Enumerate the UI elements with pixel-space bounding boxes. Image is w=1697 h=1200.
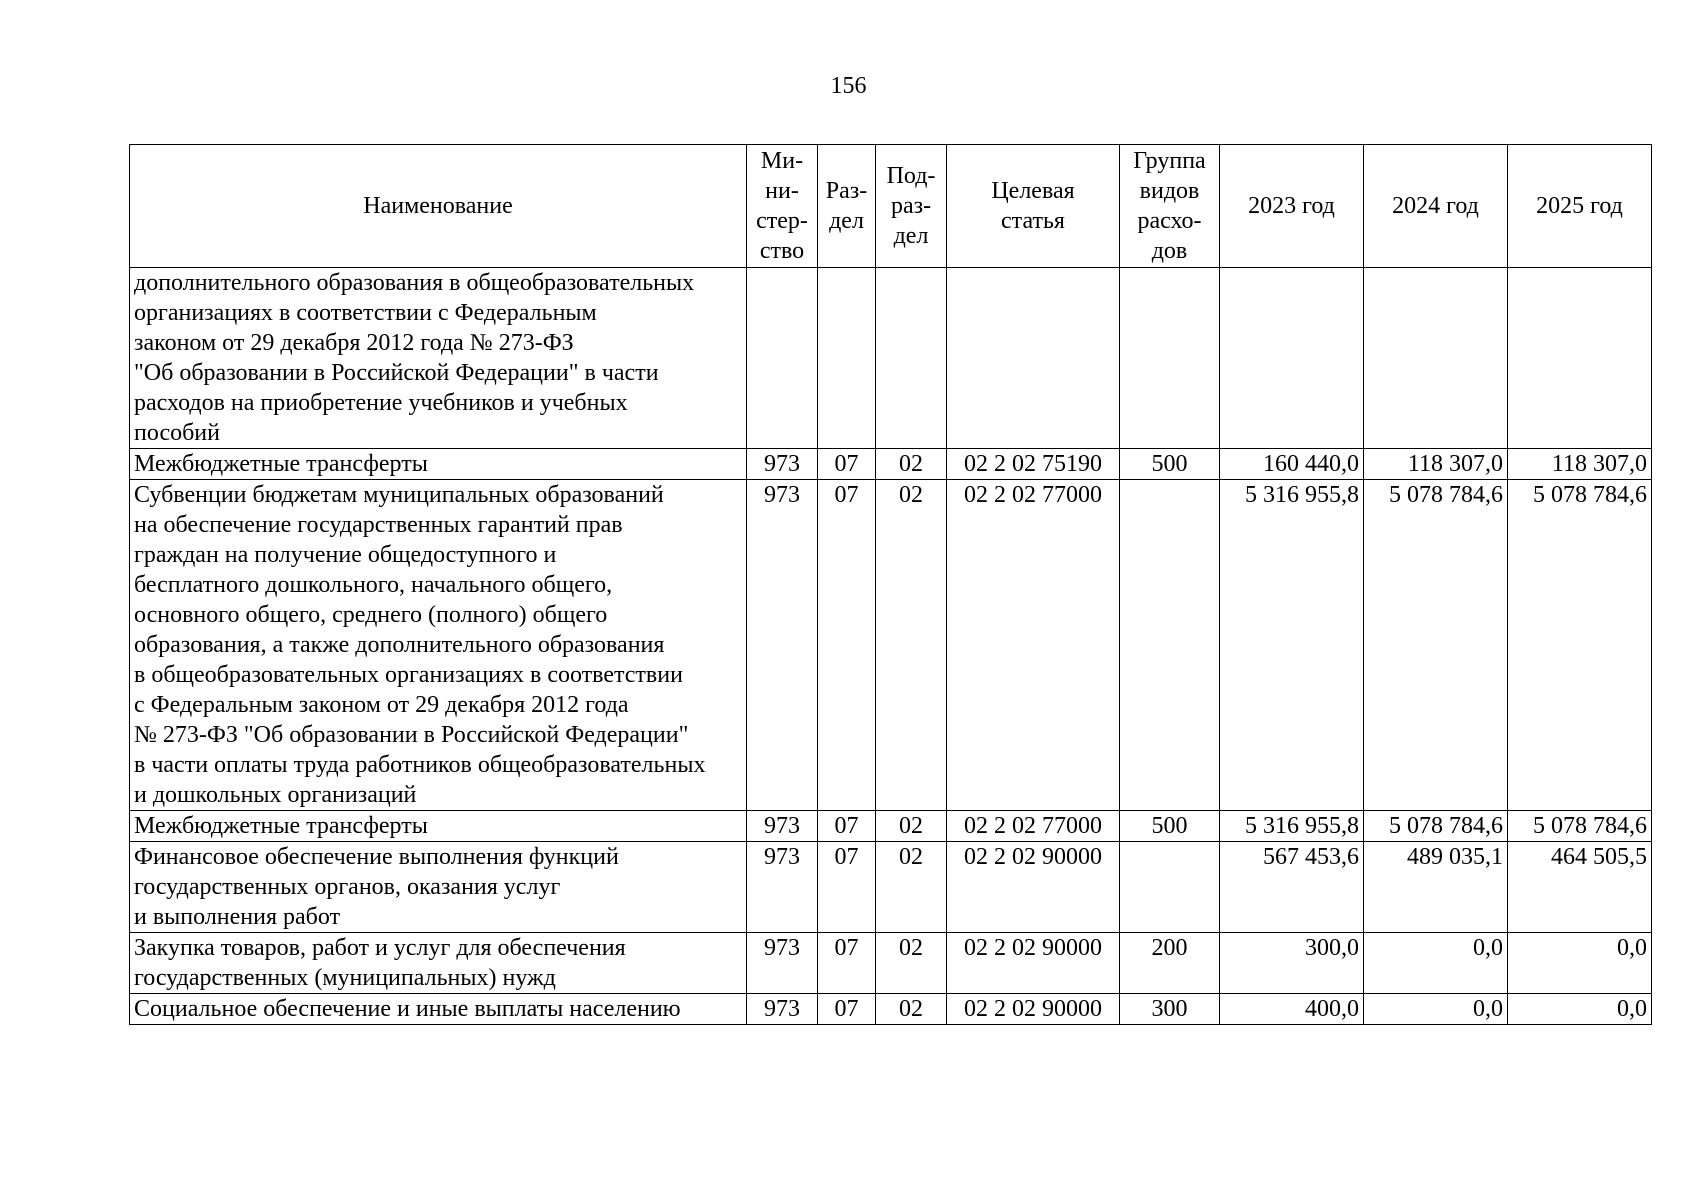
table-row bbox=[130, 933, 1652, 994]
header-group-line: дов bbox=[1151, 238, 1188, 264]
header-ministry bbox=[747, 145, 818, 268]
cell-name bbox=[130, 933, 747, 994]
cell-2025: 5 078 784,6 bbox=[1508, 811, 1652, 842]
cell-ministry: 973 bbox=[747, 842, 818, 933]
cell-ministry: 973 bbox=[747, 449, 818, 480]
cell-name-line: организациях в соответствии с Федеральным bbox=[134, 300, 597, 326]
cell-target: 02 2 02 75190 bbox=[947, 449, 1120, 480]
table-row bbox=[130, 842, 1652, 933]
cell-2023: 5 316 955,8 bbox=[1220, 811, 1364, 842]
table-row bbox=[130, 811, 1652, 842]
header-2023: 2023 год bbox=[1220, 145, 1364, 268]
cell-2024 bbox=[1364, 268, 1508, 449]
cell-name bbox=[130, 994, 747, 1025]
cell-subsection: 02 bbox=[876, 480, 947, 811]
cell-group: 500 bbox=[1120, 811, 1220, 842]
cell-2024: 0,0 bbox=[1364, 994, 1508, 1025]
cell-name-line: государственных (муниципальных) нужд bbox=[134, 965, 556, 991]
header-group-line: видов bbox=[1139, 178, 1200, 204]
page-number: 156 bbox=[830, 73, 867, 99]
cell-2025: 0,0 bbox=[1508, 933, 1652, 994]
cell-name-line: № 273-ФЗ "Об образовании в Российской Федерации" bbox=[134, 722, 689, 748]
cell-name-line: Субвенции бюджетам муниципальных образований bbox=[134, 482, 664, 508]
cell-2024: 0,0 bbox=[1364, 933, 1508, 994]
cell-2025: 5 078 784,6 bbox=[1508, 480, 1652, 811]
cell-2024: 118 307,0 bbox=[1364, 449, 1508, 480]
header-ministry-line: Ми- bbox=[760, 148, 804, 174]
header-2024: 2024 год bbox=[1364, 145, 1508, 268]
cell-group bbox=[1120, 480, 1220, 811]
cell-2023: 160 440,0 bbox=[1220, 449, 1364, 480]
table-row bbox=[130, 994, 1652, 1025]
cell-name bbox=[130, 480, 747, 811]
cell-2024: 5 078 784,6 bbox=[1364, 811, 1508, 842]
header-subsection-line: раз- bbox=[890, 193, 932, 219]
cell-name-line: Социальное обеспечение и иные выплаты населению bbox=[134, 996, 681, 1022]
cell-name bbox=[130, 811, 747, 842]
cell-target: 02 2 02 90000 bbox=[947, 994, 1120, 1025]
cell-2025: 0,0 bbox=[1508, 994, 1652, 1025]
cell-group bbox=[1120, 842, 1220, 933]
cell-name-line: на обеспечение государственных гарантий прав bbox=[134, 512, 623, 538]
cell-name-line: бесплатного дошкольного, начального общего, bbox=[134, 572, 613, 598]
cell-section: 07 bbox=[818, 811, 876, 842]
cell-target: 02 2 02 77000 bbox=[947, 480, 1120, 811]
table-body bbox=[130, 268, 1652, 1025]
cell-subsection: 02 bbox=[876, 811, 947, 842]
header-subsection-line: дел bbox=[893, 223, 929, 249]
cell-ministry: 973 bbox=[747, 480, 818, 811]
cell-name-line: и дошкольных организаций bbox=[134, 782, 417, 808]
header-target-line: статья bbox=[1001, 208, 1065, 234]
header-subsection bbox=[876, 145, 947, 268]
header-name: Наименование bbox=[130, 145, 747, 268]
cell-2025: 118 307,0 bbox=[1508, 449, 1652, 480]
header-target bbox=[947, 145, 1120, 268]
cell-section: 07 bbox=[818, 842, 876, 933]
header-ministry-line: ни- bbox=[765, 178, 799, 204]
header-group-line: Группа bbox=[1133, 148, 1206, 174]
cell-subsection: 02 bbox=[876, 449, 947, 480]
cell-2025: 464 505,5 bbox=[1508, 842, 1652, 933]
header-subsection-line: Под- bbox=[886, 163, 936, 189]
cell-name-line: законом от 29 декабря 2012 года № 273-ФЗ bbox=[134, 330, 574, 356]
cell-section: 07 bbox=[818, 933, 876, 994]
cell-target bbox=[947, 268, 1120, 449]
cell-ministry bbox=[747, 268, 818, 449]
header-2025: 2025 год bbox=[1508, 145, 1652, 268]
cell-ministry: 973 bbox=[747, 994, 818, 1025]
cell-subsection: 02 bbox=[876, 994, 947, 1025]
cell-group bbox=[1120, 268, 1220, 449]
cell-name bbox=[130, 268, 747, 449]
header-section bbox=[818, 145, 876, 268]
cell-ministry: 973 bbox=[747, 933, 818, 994]
cell-target: 02 2 02 77000 bbox=[947, 811, 1120, 842]
cell-subsection: 02 bbox=[876, 842, 947, 933]
cell-2024: 5 078 784,6 bbox=[1364, 480, 1508, 811]
header-row bbox=[130, 145, 1652, 268]
cell-2023: 567 453,6 bbox=[1220, 842, 1364, 933]
cell-target: 02 2 02 90000 bbox=[947, 933, 1120, 994]
table-row bbox=[130, 480, 1652, 811]
cell-name bbox=[130, 842, 747, 933]
cell-section bbox=[818, 268, 876, 449]
cell-name-line: и выполнения работ bbox=[134, 904, 341, 930]
cell-name-line: в общеобразовательных организациях в соответствии bbox=[134, 662, 683, 688]
cell-name-line: граждан на получение общедоступного и bbox=[134, 542, 557, 568]
cell-2023 bbox=[1220, 268, 1364, 449]
header-section-line: Раз- bbox=[825, 178, 868, 204]
cell-name-line: Закупка товаров, работ и услуг для обеспечения bbox=[134, 935, 626, 961]
cell-group: 300 bbox=[1120, 994, 1220, 1025]
header-ministry-line: стер- bbox=[756, 208, 808, 234]
cell-2023: 300,0 bbox=[1220, 933, 1364, 994]
cell-name-line: с Федеральным законом от 29 декабря 2012 года bbox=[134, 692, 629, 718]
cell-name-line: основного общего, среднего (полного) общего bbox=[134, 602, 608, 628]
cell-2023: 400,0 bbox=[1220, 994, 1364, 1025]
cell-name-line: Межбюджетные трансферты bbox=[134, 451, 428, 477]
cell-name-line: дополнительного образования в общеобразовательных bbox=[134, 270, 695, 296]
header-target-line: Целевая bbox=[991, 178, 1075, 204]
cell-name-line: в части оплаты труда работников общеобразовательных bbox=[134, 752, 706, 778]
cell-section: 07 bbox=[818, 480, 876, 811]
header-section-line: дел bbox=[829, 208, 864, 234]
cell-name-line: пособий bbox=[134, 420, 220, 446]
cell-name-line: расходов на приобретение учебников и учебных bbox=[134, 390, 628, 416]
cell-name bbox=[130, 449, 747, 480]
table-row bbox=[130, 268, 1652, 449]
cell-name-line: "Об образовании в Российской Федерации" в части bbox=[134, 360, 659, 386]
cell-group: 200 bbox=[1120, 933, 1220, 994]
header-group bbox=[1120, 145, 1220, 268]
cell-2023: 5 316 955,8 bbox=[1220, 480, 1364, 811]
cell-section: 07 bbox=[818, 994, 876, 1025]
cell-2024: 489 035,1 bbox=[1364, 842, 1508, 933]
cell-name-line: образования, а также дополнительного образования bbox=[134, 632, 665, 658]
cell-2025 bbox=[1508, 268, 1652, 449]
cell-group: 500 bbox=[1120, 449, 1220, 480]
cell-name-line: Финансовое обеспечение выполнения функций bbox=[134, 844, 619, 870]
cell-section: 07 bbox=[818, 449, 876, 480]
budget-table bbox=[129, 144, 1652, 1025]
cell-subsection: 02 bbox=[876, 933, 947, 994]
table-row bbox=[130, 449, 1652, 480]
cell-ministry: 973 bbox=[747, 811, 818, 842]
cell-target: 02 2 02 90000 bbox=[947, 842, 1120, 933]
cell-subsection bbox=[876, 268, 947, 449]
cell-name-line: государственных органов, оказания услуг bbox=[134, 874, 561, 900]
cell-name-line: Межбюджетные трансферты bbox=[134, 813, 428, 839]
header-ministry-line: ство bbox=[759, 238, 805, 264]
header-group-line: расхо- bbox=[1137, 208, 1202, 234]
